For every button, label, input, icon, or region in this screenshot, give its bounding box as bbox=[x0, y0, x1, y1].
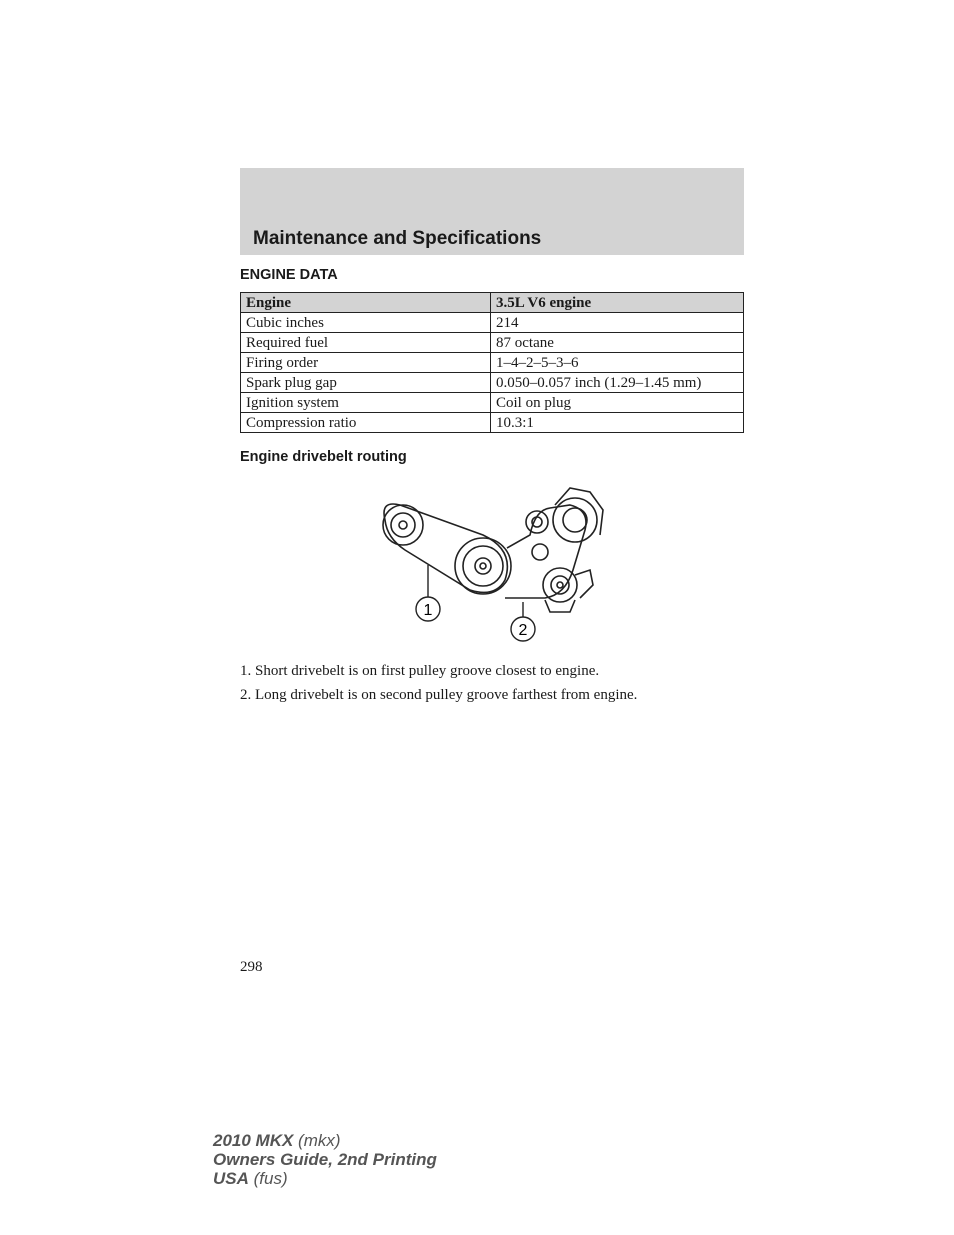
table-row bbox=[241, 313, 744, 333]
footer-line-1: 2010 MKX (mkx) bbox=[213, 1131, 341, 1150]
table-cell: Required fuel bbox=[241, 333, 491, 353]
table-header-row bbox=[241, 293, 744, 313]
table-row bbox=[241, 413, 744, 433]
long-drivebelt bbox=[505, 505, 586, 598]
callout-2: 2 bbox=[518, 622, 528, 639]
table-cell: 214 bbox=[491, 313, 744, 333]
water-pump-pulley bbox=[543, 568, 577, 602]
table-cell: Coil on plug bbox=[491, 393, 744, 413]
table-row bbox=[241, 333, 744, 353]
table-cell: 87 octane bbox=[491, 333, 744, 353]
table-cell: 0.050–0.057 inch (1.29–1.45 mm) bbox=[491, 373, 744, 393]
footer-line-2: Owners Guide, 2nd Printing bbox=[213, 1150, 437, 1169]
table-cell: Compression ratio bbox=[241, 413, 491, 433]
table-row bbox=[241, 393, 744, 413]
table-cell: 1–4–2–5–3–6 bbox=[491, 353, 744, 373]
alternator bbox=[553, 498, 597, 542]
engine-data-table bbox=[240, 292, 744, 433]
table-cell: Ignition system bbox=[241, 393, 491, 413]
short-drivebelt bbox=[384, 504, 507, 592]
page-number: 298 bbox=[240, 959, 263, 975]
note-short-drivebelt: 1. Short drivebelt is on first pulley groove closest to engine. bbox=[240, 663, 600, 679]
callout-1: 1 bbox=[423, 602, 433, 619]
table-row bbox=[241, 373, 744, 393]
section-title: Maintenance and Specifications bbox=[253, 228, 542, 249]
footer bbox=[213, 1131, 437, 1188]
drivebelt-routing-heading: Engine drivebelt routing bbox=[240, 449, 407, 465]
left-pulley bbox=[383, 505, 423, 545]
table-row bbox=[241, 353, 744, 373]
table-cell: Firing order bbox=[241, 353, 491, 373]
table-cell: 10.3:1 bbox=[491, 413, 744, 433]
idler-pulley bbox=[532, 544, 548, 560]
table-cell: Spark plug gap bbox=[241, 373, 491, 393]
table-cell: Cubic inches bbox=[241, 313, 491, 333]
footer-line-3: USA (fus) bbox=[213, 1169, 288, 1188]
tensioner-pulley bbox=[526, 511, 548, 533]
drivebelt-diagram bbox=[375, 480, 615, 645]
note-long-drivebelt: 2. Long drivebelt is on second pulley groove farthest from engine. bbox=[240, 687, 638, 703]
engine-data-heading: ENGINE DATA bbox=[240, 267, 338, 283]
table-header-cell: 3.5L V6 engine bbox=[491, 293, 744, 313]
table-header-cell: Engine bbox=[241, 293, 491, 313]
